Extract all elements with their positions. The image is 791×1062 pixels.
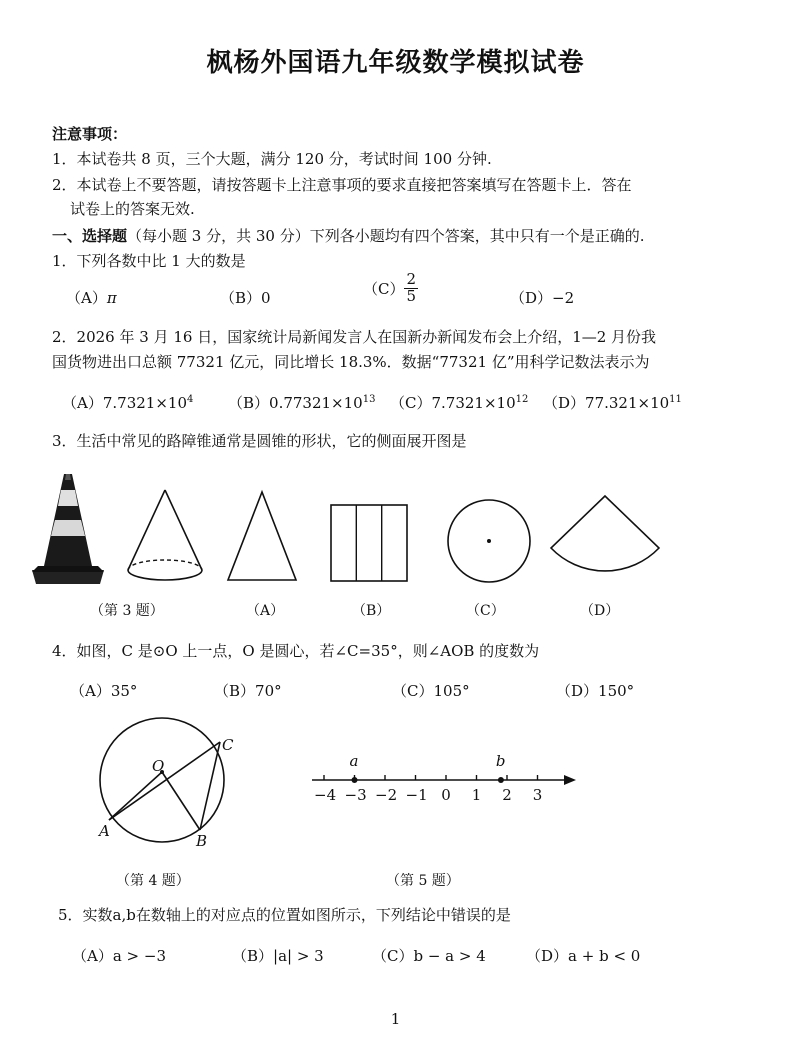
q2-option-d-label: （D）	[543, 394, 586, 412]
q4-option-a: （A）35°	[70, 682, 138, 700]
section-1-heading	[52, 225, 645, 246]
q1-option-d-label: （D）	[510, 289, 553, 307]
q5-stem: 5．实数a,b在数轴上的对应点的位置如图所示，下列结论中错误的是	[58, 906, 511, 924]
notice-item-2-line-2: 试卷上的答案无效.	[70, 200, 195, 218]
q4-option-d: （D）150°	[556, 682, 635, 700]
q2-option-c-exponent: 12	[515, 394, 529, 405]
q1-option-c-fraction	[404, 272, 418, 305]
number-line-tick-label: 2	[502, 786, 512, 804]
q5-option-a: （A）a > −3	[72, 947, 166, 965]
q1-stem: 1．下列各数中比 1 大的数是	[52, 252, 246, 270]
q2-option-c-label: （C）	[390, 394, 432, 412]
q3-option-d: （D）	[580, 603, 620, 619]
q3-stem: 3．生活中常见的路障锥通常是圆锥的形状，它的侧面展开图是	[52, 432, 467, 450]
q1-option-d	[510, 287, 574, 308]
q5-caption: （第 5 题）	[386, 873, 460, 889]
q3-option-a: （A）	[246, 603, 285, 619]
q3-cone-figure	[120, 482, 210, 592]
q5-option-c: （C）b − a > 4	[372, 947, 486, 965]
q4-stem: 4．如图，C 是⊙O 上一点，O 是圆心，若∠C=35°，则∠AOB 的度数为	[52, 642, 540, 660]
q2-option-c-base: 7.7321×10	[431, 394, 516, 412]
q1-option-b	[220, 287, 271, 308]
q4-point-a-label: A	[99, 822, 110, 840]
q1-option-c-label: （C）	[363, 279, 405, 298]
q3-option-a-triangle	[222, 486, 302, 586]
q2-option-c	[390, 392, 528, 413]
number-line-tick-label: 3	[532, 786, 543, 804]
q2-option-b-base: 0.77321×10	[269, 394, 363, 412]
q3-option-b: （B）	[352, 603, 391, 619]
section-1-instructions: （每小题 3 分，共 30 分）下列各小题均有四个答案，其中只有一个是正确的.	[127, 227, 645, 245]
section-1-title: 一、选择题	[52, 227, 128, 245]
q4-caption: （第 4 题）	[116, 873, 190, 889]
q2-option-d	[543, 392, 682, 413]
q2-option-d-exponent: 11	[669, 394, 682, 405]
traffic-cone-image	[28, 470, 108, 590]
q1-option-a-value: π	[106, 289, 117, 307]
q3-option-c-circle	[444, 496, 534, 586]
q2-option-b-label: （B）	[228, 394, 270, 412]
number-line-tick-label: −4	[314, 786, 337, 804]
number-line-tick-label: 0	[441, 786, 451, 804]
notice-heading: 注意事项：	[52, 125, 128, 143]
q3-option-d-sector	[548, 492, 663, 582]
notice-item-2-line-1: 2．本试卷上不要答题，请按答题卡上注意事项的要求直接把答案填写在答题卡上．答在	[52, 176, 632, 194]
number-line-point-b-label: b	[495, 752, 506, 770]
q2-option-b	[228, 392, 375, 413]
q3-option-b-rectangle	[328, 502, 412, 586]
q3-caption: （第 3 题）	[90, 603, 164, 619]
q1-option-a-label: （A）	[66, 289, 107, 307]
q4-point-b-label: B	[196, 832, 208, 850]
fraction-numerator: 2	[406, 270, 417, 288]
number-line-tick-label: 1	[471, 786, 482, 804]
number-line-point-a-label: a	[349, 752, 359, 770]
q2-option-a-base: 7.7321×10	[102, 394, 187, 412]
q1-option-b-value: 0	[261, 289, 271, 307]
q2-option-d-base: 77.321×10	[585, 394, 670, 412]
number-line-labels	[300, 740, 590, 820]
notice-item-1: 1．本试卷共 8 页，三个大题，满分 120 分，考试时间 100 分钟.	[52, 150, 492, 168]
q4-circle-figure	[90, 712, 250, 862]
number-line-tick-label: −1	[405, 786, 428, 804]
q3-option-c: （C）	[466, 603, 505, 619]
q2-option-a-exponent: 4	[186, 394, 194, 405]
q2-stem-line-2: 国货物进出口总额 77321 亿元，同比增长 18.3%．数据“77321 亿”用科学记数法表示为	[52, 353, 650, 371]
number-line-tick-label: −2	[375, 786, 398, 804]
q1-option-d-value: −2	[552, 289, 575, 307]
q1-option-b-label: （B）	[220, 289, 262, 307]
q1-option-c	[363, 272, 418, 305]
q4-point-c-label: C	[222, 736, 234, 754]
q4-option-b: （B）70°	[214, 682, 282, 700]
q5-option-d: （D）a + b < 0	[526, 947, 641, 965]
q2-stem-line-1: 2．2026 年 3 月 16 日，国家统计局新闻发言人在国新办新闻发布会上介绍，1—2 月份我	[52, 328, 657, 346]
q5-option-b: （B）|a| > 3	[232, 947, 324, 965]
q2-option-a-label: （A）	[62, 394, 103, 412]
page-number: 1	[390, 1010, 401, 1028]
q4-point-o-label: O	[152, 757, 165, 775]
q1-option-a	[66, 287, 117, 308]
fraction-denominator: 5	[406, 286, 417, 305]
q2-option-a	[62, 392, 193, 413]
q4-option-c: （C）105°	[392, 682, 470, 700]
number-line-tick-label: −3	[344, 786, 367, 804]
q2-option-b-exponent: 13	[362, 394, 376, 405]
page-title: 枫杨外国语九年级数学模拟试卷	[206, 48, 585, 78]
